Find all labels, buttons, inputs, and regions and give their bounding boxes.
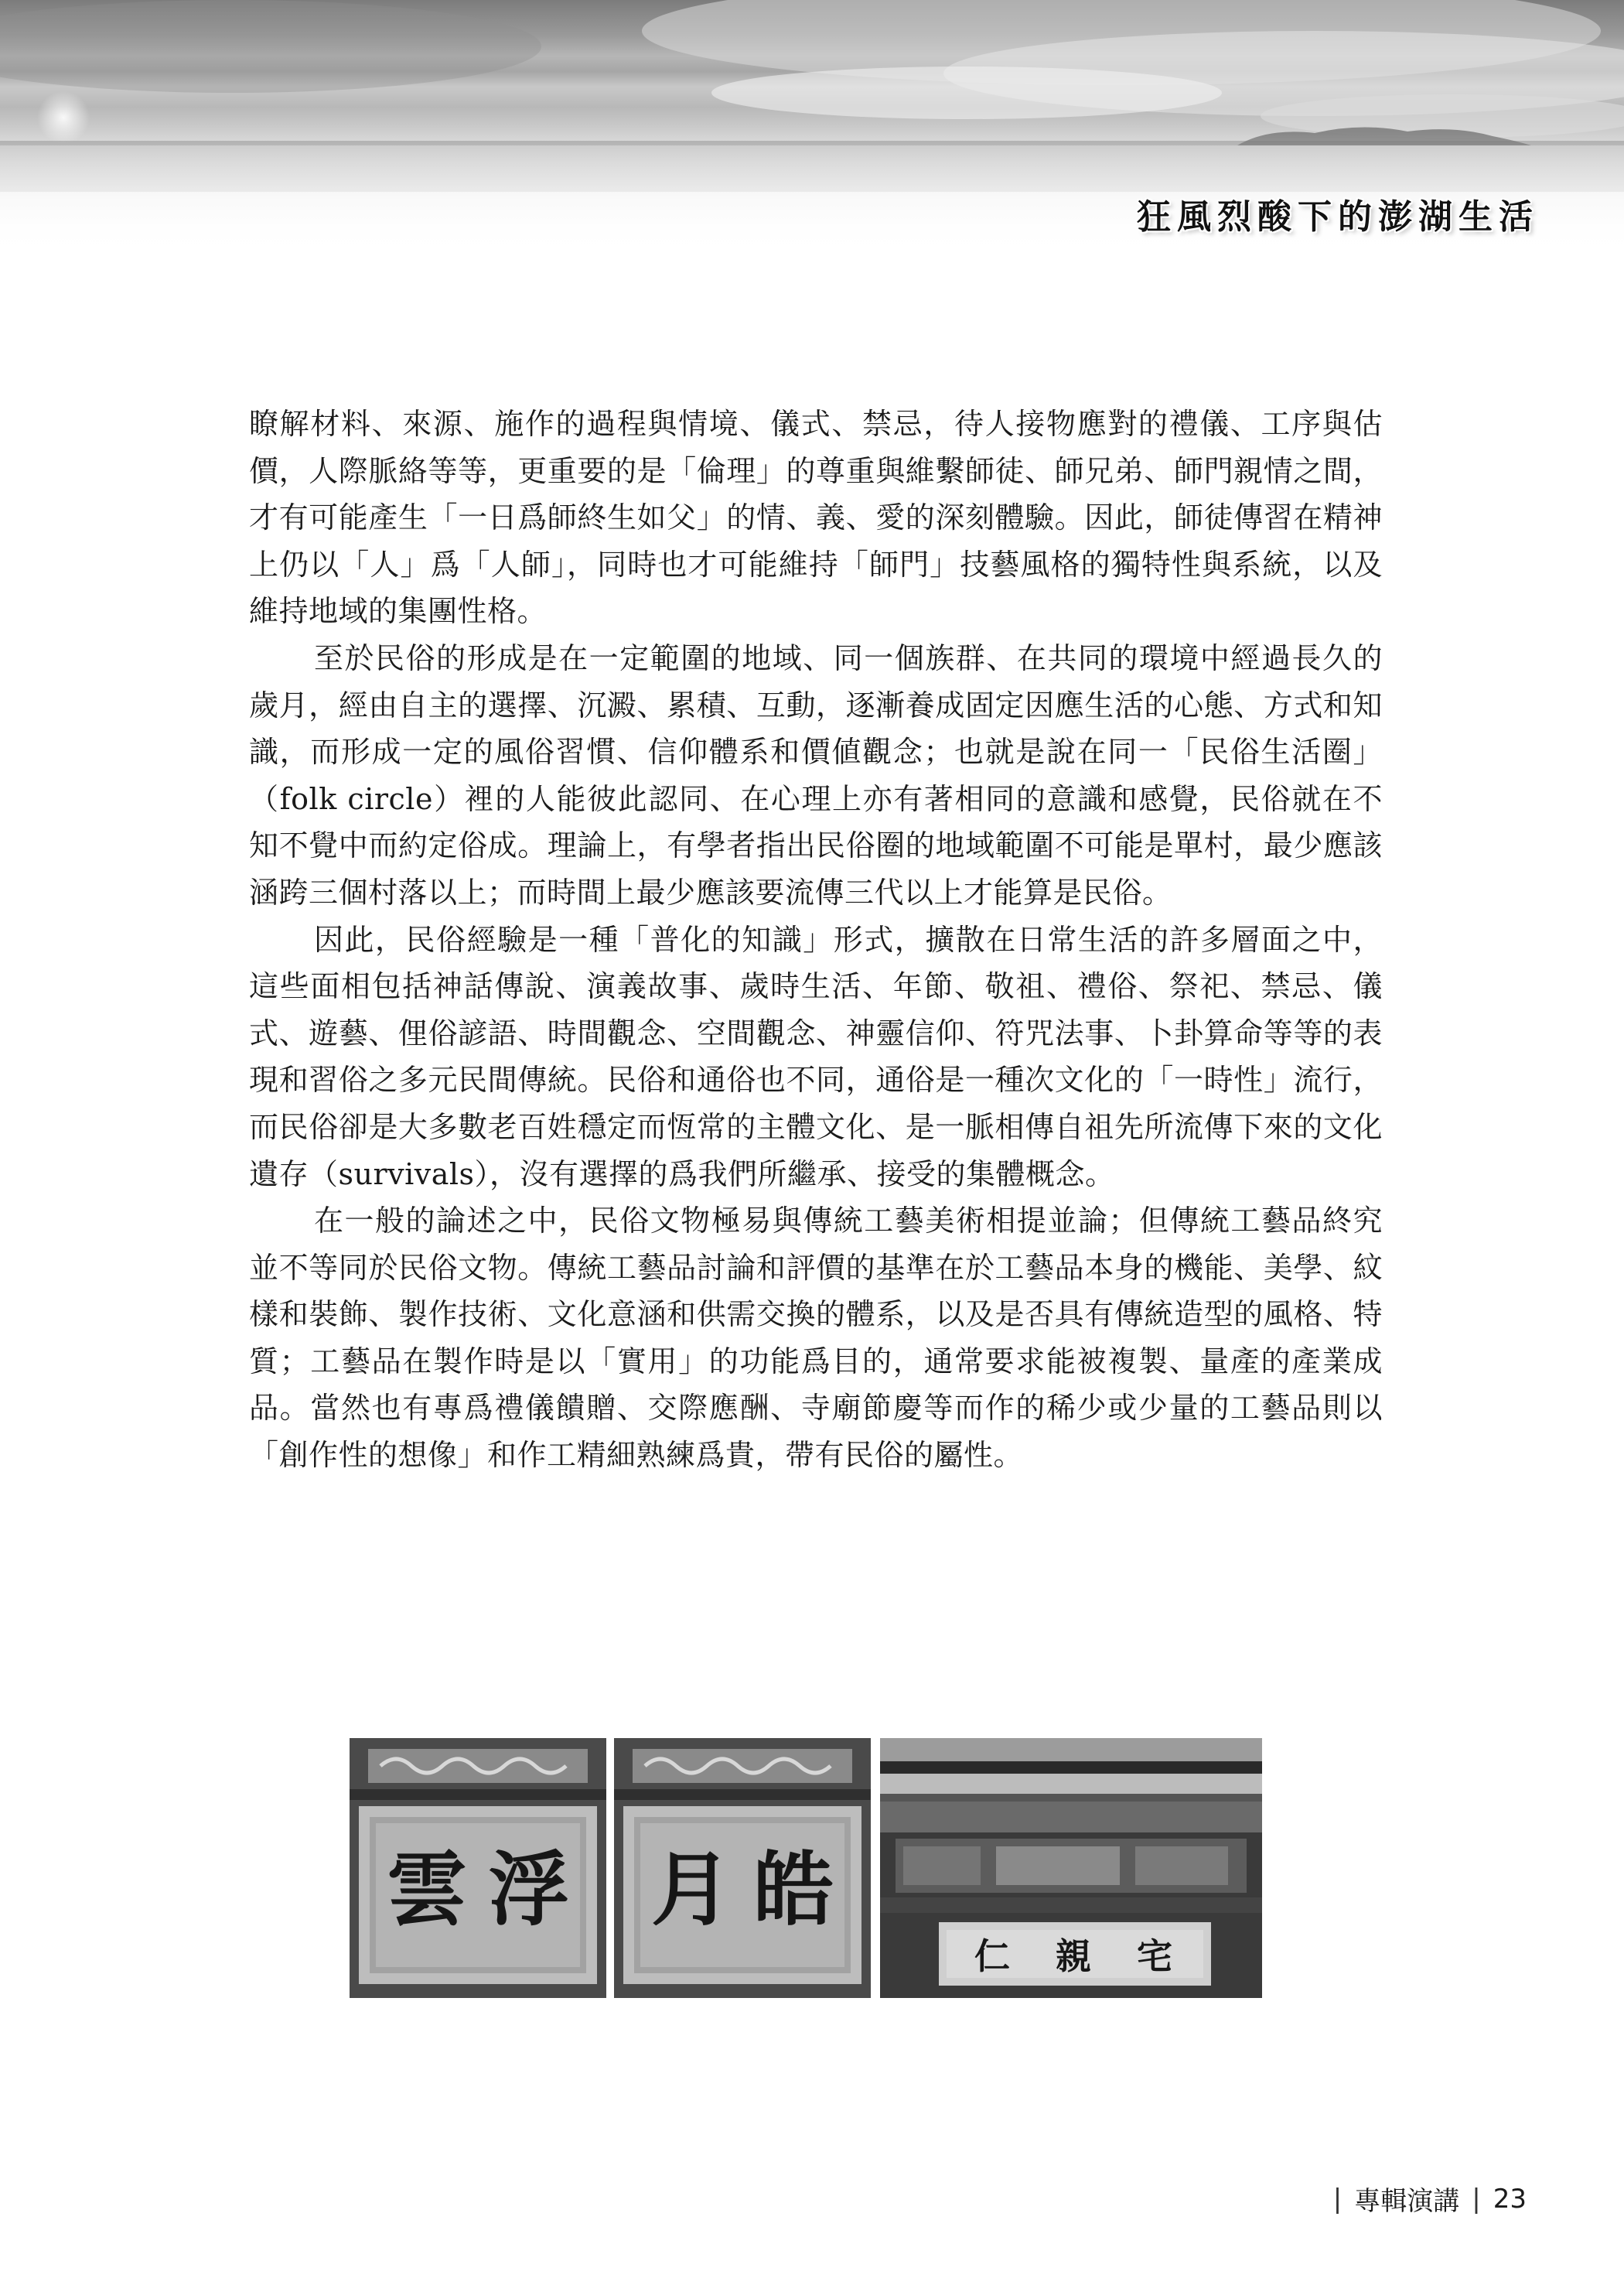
plaque-char: 皓 — [752, 1842, 834, 1937]
page-footer — [1333, 2180, 1527, 2218]
header-banner — [0, 0, 1624, 255]
temple-carving-photo — [880, 1738, 1262, 1998]
plaque-char: 浮 — [488, 1842, 570, 1937]
paragraph: 因此，民俗經驗是一種「普化的知識」形式，擴散在日常生活的許多層面之中，這些面相包括神話傳說、演義故事、歲時生活、年節、敬祖、禮俗、祭祀、禁忌、儀式、遊藝、俚俗諺語、時間觀念、空間觀念、神靈信仰、符咒法事、卜卦算命等等的表現和習俗之多元民間傳統。民俗和通俗也不同，通俗是一種次文化的「一時性」流行，而民俗卻是大多數老百姓穩定而恆常的主體文化、是一脈相傳自祖先所流傳下來的文化遺存（survivals），沒有選擇的爲我們所繼承、接受的集體概念。 — [249, 922, 1383, 1191]
paragraph: 至於民俗的形成是在一定範圍的地域、同一個族群、在共同的環境中經過長久的歲月，經由自主的選擇、沉澱、累積、互動，逐漸養成固定因應生活的心態、方式和知識，而形成一定的風俗習慣、信仰體系和價値觀念；也就是說在同一「民俗生活圈」（folk circle）裡的人能彼此認同、在心理上亦有著相同的意識和感覺，民俗就在不知不覺中而約定俗成。理論上，有學者指出民俗圈的地域範圍不可能是單村，最少應該涵跨三個村落以上；而時間上最少應該要流傳三代以上才能算是民俗。 — [249, 640, 1383, 910]
plaque-char: 仁 — [974, 1935, 1010, 1977]
photo-strip — [350, 1738, 1262, 1998]
paragraph: 瞭解材料、來源、施作的過程與情境、儀式、禁忌，待人接物應對的禮儀、工序與估價，人際脈絡等等，更重要的是「倫理」的尊重與維繫師徒、師兄弟、師門親情之間，才有可能產生「一日爲師終生如父」的情、義、愛的深刻體驗。因此，師徒傳習在精神上仍以「人」爲「人師」，同時也才可能維持「師門」技藝風格的獨特性與系統，以及維持地域的集團性格。 — [249, 407, 1383, 629]
carved-plaque-photo — [350, 1738, 606, 1998]
plaque-char: 宅 — [1137, 1935, 1172, 1977]
article-body — [249, 401, 1383, 1479]
plaque-char: 月 — [650, 1842, 732, 1937]
plaque-char: 親 — [1056, 1935, 1091, 1977]
divider: | — [1332, 2183, 1343, 2215]
paragraph: 在一般的論述之中，民俗文物極易與傳統工藝美術相提並論；但傳統工藝品終究並不等同於民俗文物。傳統工藝品討論和評價的基準在於工藝品本身的機能、美學、紋樣和裝飾、製作技術、文化意涵和供需交換的體系，以及是否具有傳統造型的風格、特質；工藝品在製作時是以「實用」的功能爲目的，通常要求能被複製、量產的產業成品。當然也有專爲禮儀饋贈、交際應酬、寺廟節慶等而作的稀少或少量的工藝品則以「創作性的想像」和作工精細熟練爲貴，帶有民俗的屬性。 — [249, 1204, 1383, 1473]
page-number: 23 — [1493, 2183, 1527, 2215]
divider: | — [1472, 2183, 1481, 2215]
plaque-char: 雲 — [386, 1842, 468, 1937]
series-title: 狂風烈酸下的澎湖生活 — [1137, 197, 1539, 237]
carved-plaque-photo — [614, 1738, 871, 1998]
section-label: 專輯演講 — [1354, 2186, 1460, 2217]
